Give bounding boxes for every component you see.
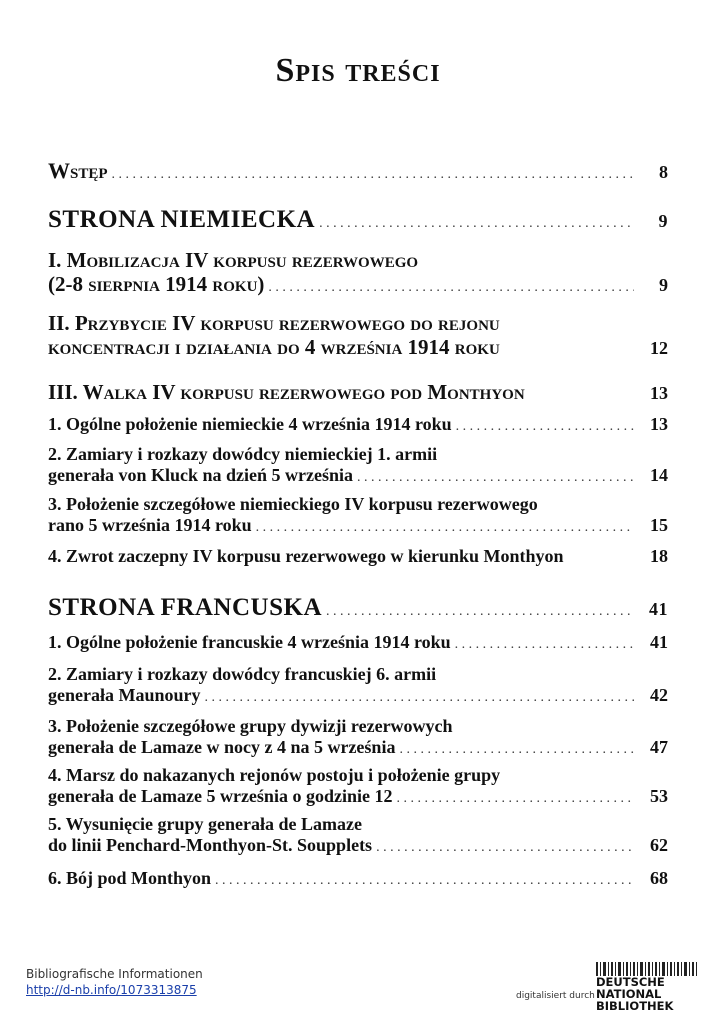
toc-page-number: 8 xyxy=(659,162,668,182)
toc-page-number: 68 xyxy=(650,868,668,888)
toc-entry-title: STRONA FRANCUSKA xyxy=(48,594,323,621)
toc-page-number: 47 xyxy=(650,736,668,757)
toc-section-german[interactable] xyxy=(48,206,668,235)
toc-entry-title-line1: 2. Zamiary i rozkazy dowódcy francuskiej 6. armii xyxy=(48,664,437,684)
toc-entry-title: 6. Bój pod Monthyon xyxy=(48,868,212,888)
leader-dots xyxy=(211,873,634,889)
toc-page-number: 12 xyxy=(650,338,668,359)
toc-entry-title-line2: generała de Lamaze w nocy z 4 na 5 września xyxy=(48,736,396,757)
page-title: Spis treści xyxy=(275,52,441,89)
toc-entry-title: Wstęp xyxy=(48,158,108,183)
leader-dots xyxy=(322,604,634,620)
dnb-logo[interactable] xyxy=(596,962,700,1012)
leader-dots xyxy=(252,520,634,536)
toc-chapter-1[interactable] xyxy=(48,248,668,296)
toc-page-number: 41 xyxy=(649,599,668,619)
toc-entry-intro[interactable] xyxy=(48,158,668,183)
dnb-logo-line1: DEUTSCHE xyxy=(596,975,665,989)
leader-dots xyxy=(264,280,634,296)
toc-entry-title-line2: do linii Penchard-Monthyon-St. Soupplets xyxy=(48,834,373,855)
toc-section-french[interactable] xyxy=(48,594,668,623)
leader-dots xyxy=(392,791,634,807)
toc-page-number: 41 xyxy=(650,632,668,652)
toc-page-number: 13 xyxy=(650,383,668,403)
leader-dots xyxy=(201,690,635,706)
toc-subsection-de-2[interactable] xyxy=(48,444,668,486)
toc-chapter-2[interactable] xyxy=(48,311,668,359)
leader-dots xyxy=(108,167,634,183)
dnb-logo-line2: NATIONAL xyxy=(596,987,662,1001)
toc-subsection-fr-1[interactable] xyxy=(48,632,668,653)
toc-entry-title: 1. Ogólne położenie francuskie 4 września 1914 roku xyxy=(48,632,451,652)
toc-chapter-3[interactable] xyxy=(48,380,668,404)
dnb-logo-line3: BIBLIOTHEK xyxy=(596,999,674,1012)
toc-page-number: 18 xyxy=(650,546,668,566)
leader-dots xyxy=(452,419,634,435)
toc-entry-title-line2: rano 5 września 1914 roku xyxy=(48,514,252,535)
toc-entry-title-line2: generała de Lamaze 5 września o godzinie 12 xyxy=(48,785,393,806)
toc-page-number: 53 xyxy=(650,785,668,806)
toc-page-number: 62 xyxy=(650,834,668,855)
leader-dots xyxy=(451,637,634,653)
toc-entry-title-line2: (2-8 sierpnia 1914 roku) xyxy=(48,272,265,297)
toc-page-number: 9 xyxy=(658,211,668,231)
toc-entry-title: STRONA NIEMIECKA xyxy=(48,206,316,233)
toc-page-number: 13 xyxy=(650,414,668,434)
toc-entry-title-line1: I. Mobilizacja IV korpusu rezerwowego xyxy=(48,248,419,272)
toc-entry-title: III. Walka IV korpusu rezerwowego pod Monthyon xyxy=(48,380,525,404)
toc-entry-title-line1: 4. Marsz do nakazanych rejonów postoju i położenie grupy xyxy=(48,765,501,785)
toc-page-number: 14 xyxy=(650,464,668,485)
digitized-by-label: digitalisiert durch xyxy=(516,991,595,1001)
bibliographic-info xyxy=(26,966,203,998)
toc-entry-title-line1: 3. Położenie szczegółowe grupy dywizji rezerwowych xyxy=(48,716,453,736)
toc-subsection-de-3[interactable] xyxy=(48,494,668,536)
toc-subsection-fr-5[interactable] xyxy=(48,814,668,856)
toc-page-number: 9 xyxy=(659,275,668,296)
toc-subsection-de-1[interactable] xyxy=(48,414,668,435)
toc-entry-title-line1: II. Przybycie IV korpusu rezerwowego do rejonu xyxy=(48,311,500,335)
bib-link[interactable]: http://d-nb.info/1073313875 xyxy=(26,983,197,997)
toc-entry-title-line1: 5. Wysunięcie grupy generała de Lamaze xyxy=(48,814,362,834)
toc-subsection-fr-2[interactable] xyxy=(48,664,668,706)
dnb-logo-bars xyxy=(596,962,697,976)
toc-page-number: 15 xyxy=(650,514,668,535)
toc-entry-title-line2: generała von Kluck na dzień 5 września xyxy=(48,464,353,485)
toc-subsection-fr-6[interactable] xyxy=(48,868,668,889)
leader-dots xyxy=(395,742,634,758)
toc-entry-title-line1: 2. Zamiary i rozkazy dowódcy niemieckiej 1. armii xyxy=(48,444,438,464)
toc-page-number: 42 xyxy=(650,684,668,705)
leader-dots xyxy=(315,216,634,232)
toc-entry-title-line2: generała Maunoury xyxy=(48,684,201,705)
toc-entry-title: 4. Zwrot zaczepny IV korpusu rezerwowego w kierunku Monthyon xyxy=(48,546,564,566)
toc-subsection-fr-3[interactable] xyxy=(48,716,668,758)
toc-entry-title-line1: 3. Położenie szczegółowe niemieckiego IV korpusu rezerwowego xyxy=(48,494,538,514)
toc-entry-title-line2: koncentracji i działania do 4 września 1914 roku xyxy=(48,335,500,360)
leader-dots xyxy=(353,470,634,486)
toc-entry-title: 1. Ogólne położenie niemieckie 4 września 1914 roku xyxy=(48,414,452,434)
leader-dots xyxy=(372,840,634,856)
toc-subsection-de-4[interactable] xyxy=(48,546,668,567)
bib-label: Bibliografische Informationen xyxy=(26,967,203,981)
toc-subsection-fr-4[interactable] xyxy=(48,765,668,807)
